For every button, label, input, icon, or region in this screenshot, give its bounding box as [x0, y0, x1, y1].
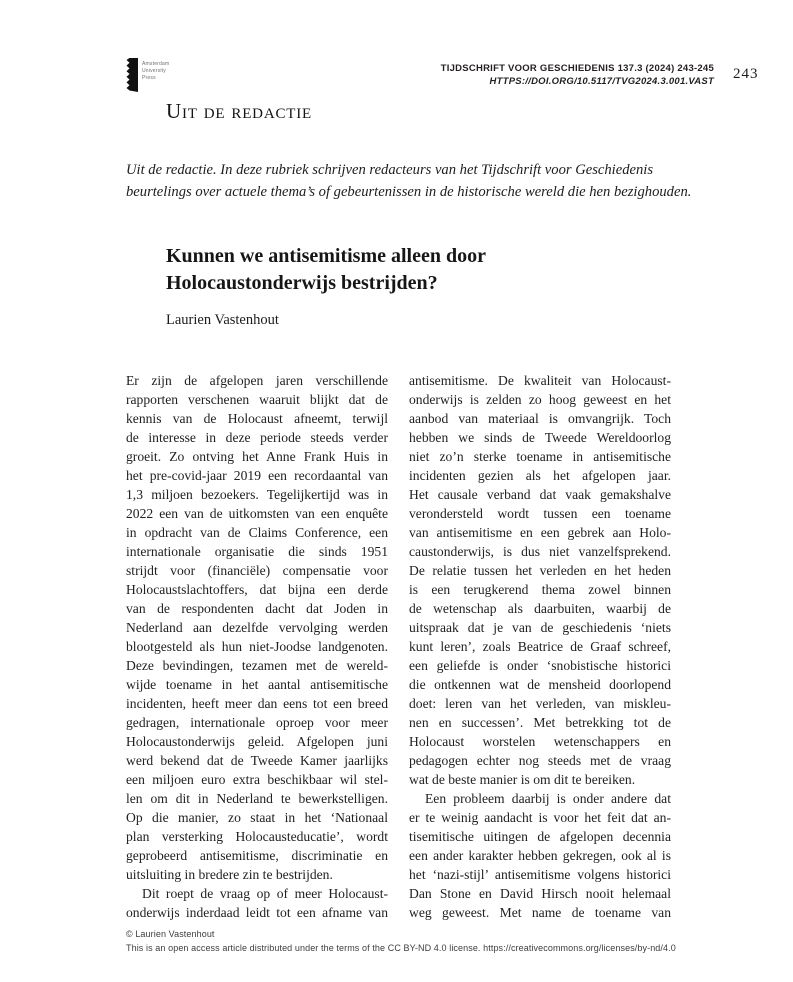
body-text-line: van de respondenten dacht dat Joden in: [126, 601, 388, 616]
body-text-line: De relatie tussen het verleden en het heden: [409, 563, 671, 578]
body-text-line: rapporten verschenen waaruit blijkt dat de: [126, 392, 388, 407]
body-text-line: de wetenschap als daarbuiten, waarbij de: [409, 601, 671, 616]
body-text-line: de interesse in deze periode steeds verder: [126, 430, 388, 445]
body-columns: [126, 371, 671, 922]
body-text-line: gedragen, internationale oproep voor meer: [126, 715, 388, 730]
body-text-line: in opdracht van de Claims Conference, een: [126, 525, 388, 540]
body-text-line: kunt leren’, zoals Beatrice de Graaf schreef,: [409, 639, 671, 654]
body-text-line: Holocaust worstelen wetenschappers en: [409, 734, 671, 749]
body-text-line: groeit. Zo ontving het Anne Frank Huis in: [126, 449, 388, 464]
journal-doi: HTTPS://DOI.ORG/10.5117/TVG2024.3.001.VAST: [489, 76, 714, 87]
body-text-line: uitsluiting in bredere zin te bestrijden.: [126, 867, 333, 882]
journal-header: [441, 62, 714, 88]
body-text-line: 1,3 miljoen bezoekers. Tegelijkertijd was in: [126, 487, 388, 502]
body-text-line: incidenten gezien als het afgelopen jaar.: [409, 468, 671, 483]
body-text-line: 2022 een van de uitkomsten van een enquête: [126, 506, 388, 521]
body-text-line: incidenten, heeft meer dan eens tot een breed: [126, 696, 388, 711]
body-text-line: er te weinig aandacht is voor het feit dat an-: [409, 810, 671, 825]
article-title: Kunnen we antisemitisme alleen door Holocaustonderwijs bestrijden?: [166, 245, 486, 294]
body-text-line: Deze bevindingen, tezamen met de wereld-: [126, 658, 388, 673]
body-text-line: het pre-covid-jaar 2019 een recordaantal van: [126, 468, 388, 483]
right-column: [409, 371, 671, 922]
body-text-line: een geliefde is onder ‘snobistische historici: [409, 658, 671, 673]
body-text-line: weg geweest. Met name de toename van: [409, 905, 671, 920]
body-text-line: kennis van de Holocaust afneemt, terwijl: [126, 411, 388, 426]
section-intro: Uit de redactie. In deze rubriek schrijven redacteurs van het Tijdschrift voor Geschiedenis beurtelings over actuele thema’s of gebeurtenissen in de historische wereld die hen bezighouden.: [126, 162, 692, 200]
body-text-line: Het causale verband dat vaak gemakshalve: [409, 487, 671, 502]
body-text-line: aanbod van materiaal is omvangrijk. Toch: [409, 411, 671, 426]
section-heading: Uit de redactie: [166, 99, 312, 123]
body-text-line: uitspraak dat je van de geschiedenis ‘niets: [409, 620, 671, 635]
body-text-line: Holocaustslachtoffers, dat bijna een derde: [126, 582, 388, 597]
body-text-line: pedagogen echter nog steeds met de vraag: [409, 753, 671, 768]
body-text-line: Dan Stone en David Hirsch nooit helemaal: [409, 886, 671, 901]
article-author: Laurien Vastenhout: [166, 312, 279, 328]
body-text-line: antisemitisme. De kwaliteit van Holocaust-: [409, 373, 671, 388]
publisher-name: Amsterdam University Press: [142, 61, 170, 81]
body-text-line: is een terugkerend thema zowel binnen: [409, 582, 671, 597]
body-text-line: geprobeerd antisemitisme, discriminatie en: [126, 848, 388, 863]
body-text-line: onderwijs is zelden zo hoog geweest en het: [409, 392, 671, 407]
copyright-line: © Laurien Vastenhout: [126, 929, 215, 939]
body-text-line: Er zijn de afgelopen jaren verschillende: [126, 373, 388, 388]
aup-logo-icon: [126, 58, 138, 92]
body-text-line: een ander karakter hebben gekregen, ook al is: [409, 848, 671, 863]
body-text-line: Nederland aan dezelfde vervolging werden: [126, 620, 388, 635]
body-text-line: plan versterking Holocausteducatie’, wordt: [126, 829, 388, 844]
body-text-line: Holocaustonderwijs geleid. Afgelopen juni: [126, 734, 388, 749]
body-text-line: van antisemitisme en een gebrek aan Holo-: [409, 525, 671, 540]
body-text-line: len om dit in Nederland te bewerkstelligen.: [126, 791, 388, 806]
body-text-line: Een probleem daarbij is onder andere dat: [425, 791, 671, 806]
body-text-line: strijdt voor (financiële) compensatie voor: [126, 563, 388, 578]
journal-citation: TIJDSCHRIFT VOOR GESCHIEDENIS 137.3 (2024) 243-245: [440, 63, 714, 74]
page-footer: [126, 928, 746, 955]
body-text-line: werd bekend dat de Tweede Kamer jaarlijks: [126, 753, 388, 768]
body-text-line: wat de beste manier is om dit te bereiken.: [409, 772, 636, 787]
body-text-line: blootgesteld als hun niet-Joodse landgenoten.: [126, 639, 388, 654]
body-text-line: internationale organisatie die sinds 1951: [126, 544, 388, 559]
body-text-line: Dit roept de vraag op of meer Holocaust-: [142, 886, 388, 901]
body-text-line: caustonderwijs, is dus niet vanzelfsprekend.: [409, 544, 671, 559]
body-text-line: nen en successen’. Met betrekking tot de: [409, 715, 671, 730]
body-text-line: doet: leren van het verleden, van miskleu-: [409, 696, 671, 711]
body-text-line: tisemitische uitingen de afgelopen decennia: [409, 829, 671, 844]
license-line: This is an open access article distributed under the terms of the CC BY-ND 4.0 license. https://creativecommons.org/licenses/by-nd/4.0: [126, 942, 676, 953]
body-text-line: onderwijs inderdaad leidt tot een afname van: [126, 905, 388, 920]
body-text-line: Op die manier, zo staat in het ‘Nationaal: [126, 810, 388, 825]
publisher-logo: [126, 58, 169, 92]
body-text-line: niet zo’n sterke toename in antisemitische: [409, 449, 671, 464]
left-column: [126, 371, 388, 922]
body-text-line: het ‘nazi-stijl’ antisemitisme volgens historici: [409, 867, 671, 882]
body-text-line: die ontkennen wat de mensheid doorlopend: [409, 677, 671, 692]
body-text-line: hebben we sinds de Tweede Wereldoorlog: [409, 430, 671, 445]
body-text-line: verondersteld wordt tussen een toename: [409, 506, 671, 521]
body-text-line: een miljoen euro extra beschikbaar wil stel-: [126, 772, 388, 787]
page-number: 243: [733, 66, 759, 82]
body-text-line: wijde toename in het aantal antisemitische: [126, 677, 388, 692]
